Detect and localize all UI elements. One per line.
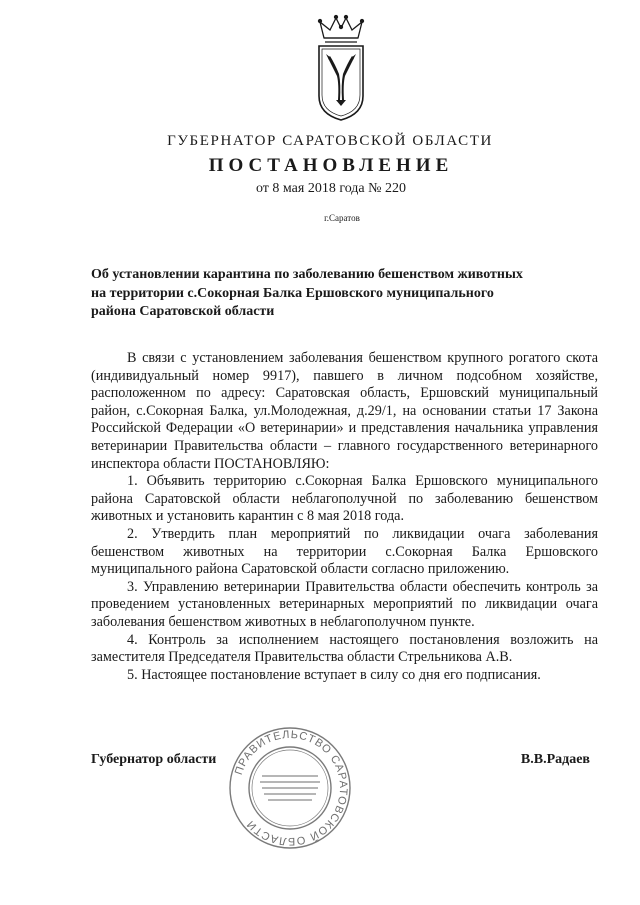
issuing-authority: ГУБЕРНАТОР САРАТОВСКОЙ ОБЛАСТИ [167, 133, 493, 149]
seal-ring-text: ПРАВИТЕЛЬСТВО САРАТОВСКОЙ ОБЛАСТИ [232, 728, 350, 848]
clause-3: 3. Управлению ветеринарии Правительства области обеспечить контроль за проведением установленных ветеринарных мероприятий по ликвидации очага заболевания бешенством животных в неблагополучном пункте. [91, 578, 598, 630]
signatory-name: В.В.Радаев [520, 752, 590, 767]
document-body [91, 350, 598, 684]
clause-2: 2. Утвердить план мероприятий по ликвидации очага заболевания бешенством животных на территории с.Сокорная Балка Ершовского муниципального района Саратовской области согласно приложению. [91, 525, 598, 578]
place-of-issue: г.Саратов [324, 213, 360, 223]
document-subject: Об установлении карантина по заболеванию бешенством животных на территории с.Сокорная Балка Ершовского муниципального района Саратовской области [91, 267, 523, 319]
clause-1: 1. Объявить территорию с.Сокорная Балка Ершовского муниципального района Саратовской области неблагополучной по заболеванию бешенством животных и установить карантин с 8 мая 2018 года. [91, 473, 598, 525]
government-seal-icon [226, 724, 354, 852]
saratov-coat-of-arms-icon [310, 14, 372, 124]
clause-4: 4. Контроль за исполнением настоящего постановления возложить на заместителя Председателя Правительства области Стрельникова А.В. [91, 631, 598, 666]
signatory-title: Губернатор области [91, 752, 217, 767]
preamble-paragraph: В связи с установлением заболевания бешенством крупного рогатого скота (индивидуальный номер 9917), павшего в личном подсобном хозяйстве, расположенном по адресу: Саратовская область, Ершовский муниципальный район, с.Сокорная Балка, ул.Молодежная, д.29/1, на основании статьи 17 Закона Российской Федерации «О ветеринарии» и представления начальника управления ветеринарии Правительства области – главного государственного ветеринарного инспектора области ПОСТАНОВЛЯЮ: [91, 350, 598, 472]
document-date-number: от 8 мая 2018 года № 220 [255, 181, 407, 196]
clause-5: 5. Настоящее постановление вступает в силу со дня его подписания. [127, 666, 541, 683]
document-type: ПОСТАНОВЛЕНИЕ [208, 155, 454, 176]
